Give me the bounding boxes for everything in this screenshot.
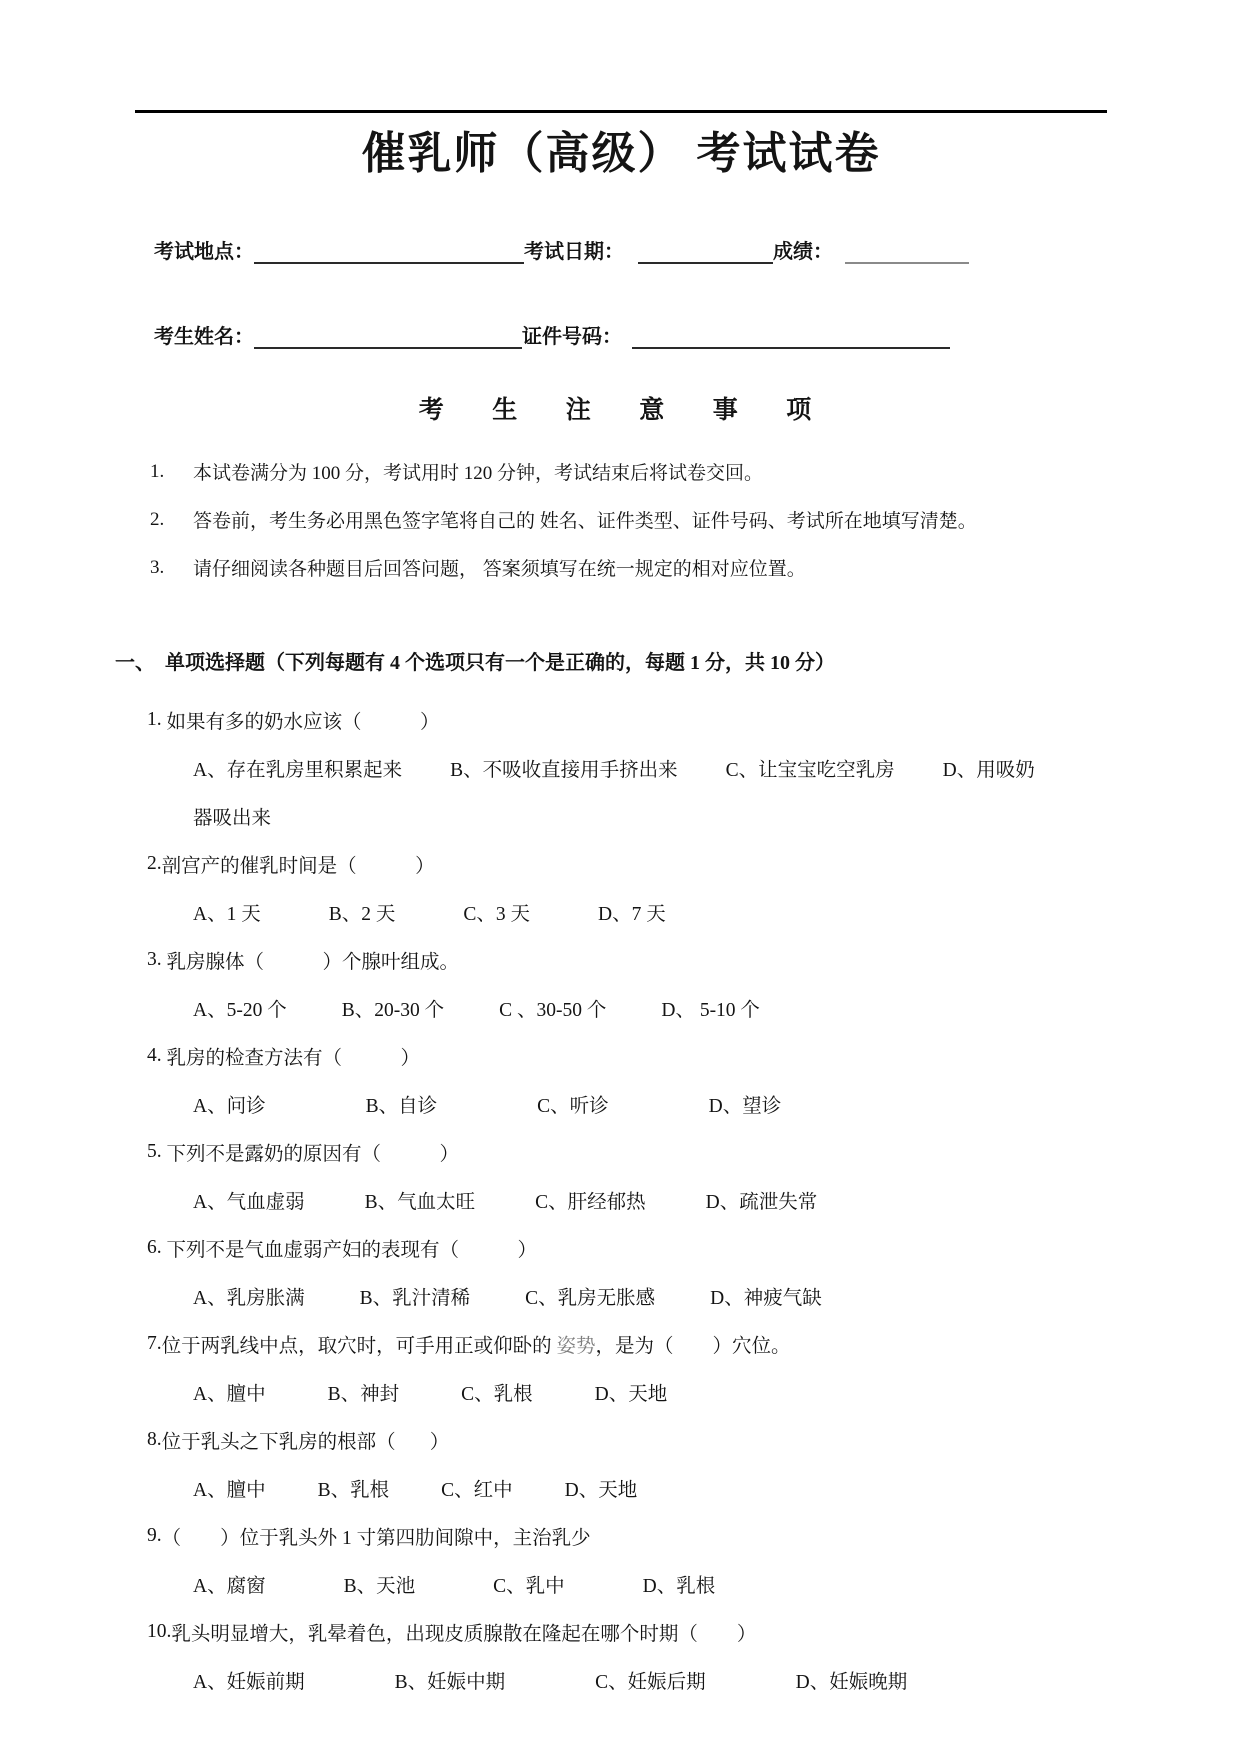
section-title: 单项选择题（下列每题有 4 个选项只有一个是正确的，每题 1 分，共 10 分） [165,652,835,675]
exam-info-row [135,238,1107,264]
option-c: C、3 天 [463,903,530,925]
notice-item-text: 答卷前，考生务必用黑色签字笔将自己的 姓名、证件类型、证件号码、考试所在地填写清楚。 [193,511,977,533]
option-c: C、肝经郁热 [535,1191,646,1213]
option-d: D、用吸奶 [942,759,1035,781]
question-options [135,744,1107,792]
notice-item-number: 3. [150,556,165,578]
option-a: A、腐窗 [193,1575,266,1597]
candidate-name-blank [254,323,522,349]
exam-location-blank [254,238,524,264]
question-title: 5. 下列不是露奶的原因有（ ） [147,1140,460,1165]
question-options [135,1080,1107,1128]
question-title: 3. 乳房腺体（ ）个腺叶组成。 [147,948,460,973]
option-d: D、天地 [564,1479,638,1501]
option-a: A、膻中 [193,1479,266,1501]
question-number: 6. [147,1236,162,1258]
option-b: B、20-30 个 [341,999,445,1021]
question-options [135,1560,1107,1608]
option-c: C 、30-50 个 [499,999,607,1021]
option-d: D、7 天 [598,903,666,925]
exam-date-label: 考试日期： [524,241,624,263]
option-d: D、疏泄失常 [705,1191,818,1213]
page-content [115,0,1107,1704]
question-number: 5. [147,1140,162,1162]
option-b: B、乳汁清稀 [359,1287,471,1309]
question-title: 10. 乳头明显增大，乳晕着色，出现皮质腺散在隆起在哪个时期（ ） [147,1620,757,1645]
option-a: A、妊娠前期 [193,1671,305,1693]
page-title: 催乳师（高级） 考试试卷 [361,129,881,178]
option-b: B、妊娠中期 [394,1671,506,1693]
score-label: 成绩： [773,241,833,263]
question-number: 7. [147,1332,162,1354]
candidate-name-label: 考生姓名： [154,326,254,348]
option-d: D、乳根 [642,1575,716,1597]
question-title: 9. （ ）位于乳头外 1 寸第四肋间隙中，主治乳少 [147,1524,591,1549]
option-a: A、气血虚弱 [193,1191,305,1213]
question-list [135,696,1107,1704]
question-number: 8. [147,1428,162,1450]
section-number: 一、 [115,652,155,675]
id-number-blank [632,323,950,349]
question-title: 6. 下列不是气血虚弱产妇的表现有（ ） [147,1236,538,1261]
option-d: D、望诊 [708,1095,782,1117]
option-b: B、气血太旺 [364,1191,476,1213]
option-b: B、神封 [327,1383,400,1405]
option-a: A、乳房胀满 [193,1287,305,1309]
question-number: 4. [147,1044,162,1066]
option-a: A、膻中 [193,1383,266,1405]
question-options [135,1656,1107,1704]
score-blank [845,238,969,264]
option-d: D、 5-10 个 [661,999,760,1021]
option-c: C、红中 [441,1479,513,1501]
question-title: 4. 乳房的检查方法有（ ） [147,1044,421,1069]
question-title: 8. 位于乳头之下乳房的根部（ ） [147,1428,450,1453]
question-number: 9. [147,1524,162,1546]
option-c: C、乳中 [493,1575,565,1597]
notice-item-text: 请仔细阅读各种题目后回答问题， 答案须填写在统一规定的相对应位置。 [193,559,806,581]
option-b: B、2 天 [328,903,396,925]
option-a: A、1 天 [193,903,261,925]
notice-item-number: 2. [150,508,165,530]
question-title: 7. 位于两乳线中点，取穴时，可手用正或仰卧的 姿势 ，是为（ ）穴位。 [135,1320,1107,1368]
notice-item [135,448,1107,496]
section-heading [115,646,1107,676]
question-options [135,1272,1107,1320]
option-c: C、乳房无胀感 [525,1287,656,1309]
option-c: C、听诊 [537,1095,609,1117]
notice-item [135,496,1107,544]
option-a: A、5-20 个 [193,999,287,1021]
question-number: 2. [147,852,162,874]
exam-location-label: 考试地点： [154,241,254,263]
question-number: 10. [147,1620,172,1642]
notice-heading: 考 生 注 意 事 项 [418,397,824,424]
question-title: 1. 如果有多的奶水应该（ ） [147,708,440,733]
option-c: C、妊娠后期 [595,1671,706,1693]
option-d: D、天地 [594,1383,668,1405]
option-a: A、存在乳房里积累起来 [193,759,403,781]
notice-item-number: 1. [150,460,165,482]
question-number: 3. [147,948,162,970]
question-options [135,1176,1107,1224]
notice-list [135,448,1107,592]
highlighted-word: 姿势 [556,1335,596,1357]
option-d: D、妊娠晚期 [795,1671,908,1693]
question-title: 2. 剖宫产的催乳时间是（ ） [147,852,435,877]
notice-item-text: 本试卷满分为 100 分，考试用时 120 分钟，考试结束后将试卷交回。 [193,463,764,485]
question-options [135,984,1107,1032]
question-options [135,1464,1107,1512]
candidate-info-row [135,323,1107,349]
id-number-label: 证件号码： [522,326,622,348]
exam-date-blank [638,238,773,264]
option-b: B、天池 [343,1575,416,1597]
question-options [135,888,1107,936]
option-continuation: 器吸出来 [193,807,272,829]
option-c: C、乳根 [461,1383,533,1405]
option-b: B、乳根 [317,1479,390,1501]
top-rule [135,110,1107,113]
option-d: D、神疲气缺 [710,1287,822,1309]
option-b: B、不吸收直接用手挤出来 [450,759,678,781]
notice-item [135,544,1107,592]
question-options [135,1368,1107,1416]
option-c: C、让宝宝吃空乳房 [725,759,895,781]
option-b: B、自诊 [365,1095,438,1117]
question-number: 1. [147,708,162,730]
option-a: A、问诊 [193,1095,266,1117]
